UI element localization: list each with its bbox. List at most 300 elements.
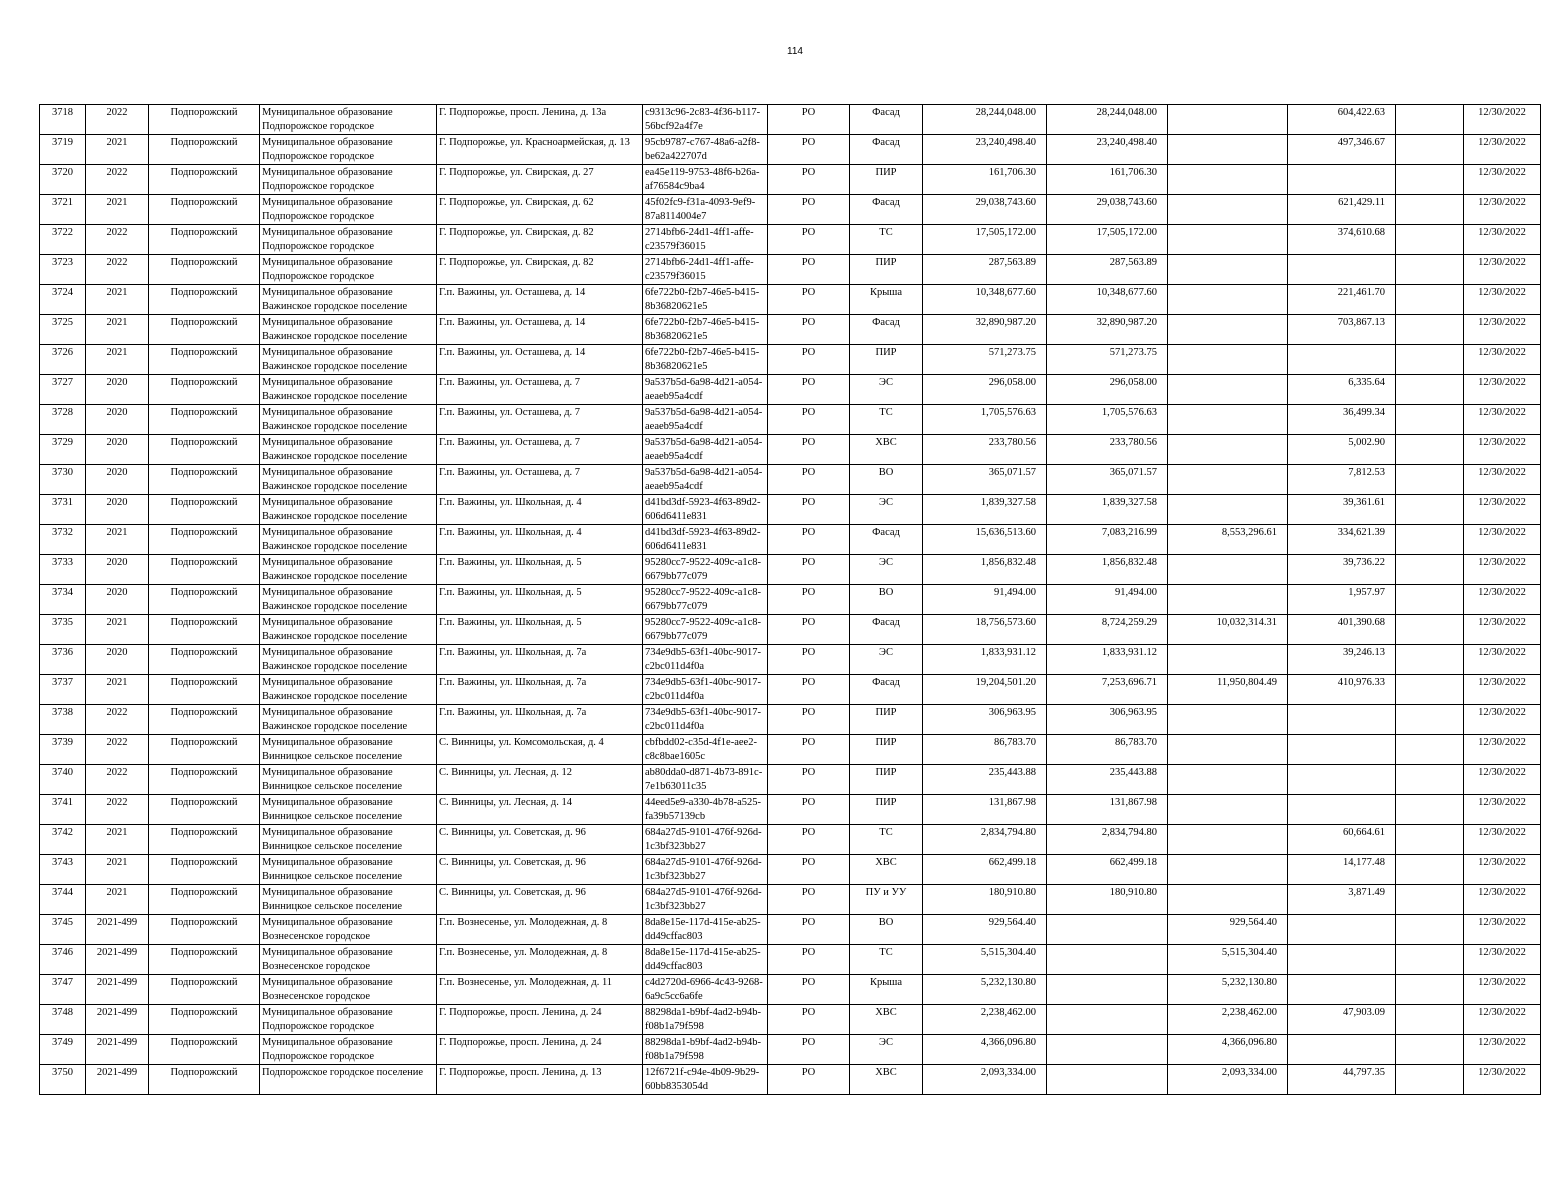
total-cost-cell: 18,756,573.60 [923, 615, 1047, 645]
house-guid-cell: 8da8e15e-117d-415e-ab25-dd49cffac803 [643, 915, 768, 945]
table-row [40, 165, 1541, 195]
other-amount-cell [1168, 375, 1288, 405]
registry-table [39, 104, 1541, 1095]
program-cell: РО [768, 195, 850, 225]
district-cell: Подпорожский [149, 735, 260, 765]
total-cost-cell: 180,910.80 [923, 885, 1047, 915]
extra-amount-cell: 703,867.13 [1288, 315, 1396, 345]
table-row [40, 1065, 1541, 1095]
completion-date-cell: 12/30/2022 [1464, 495, 1541, 525]
house-guid-cell: 95280cc7-9522-409c-a1c8-6679bb77c079 [643, 555, 768, 585]
program-cell: РО [768, 945, 850, 975]
house-guid-cell: 9a537b5d-6a98-4d21-a054-aeaeb95a4cdf [643, 375, 768, 405]
other-amount-cell [1168, 765, 1288, 795]
municipality-cell: Муниципальное образование Подпорожское городское [260, 1035, 437, 1065]
completion-date-cell: 12/30/2022 [1464, 525, 1541, 555]
row-number-cell: 3727 [40, 375, 86, 405]
blank-cell [1396, 795, 1464, 825]
work-type-cell: Фасад [850, 675, 923, 705]
extra-amount-cell: 374,610.68 [1288, 225, 1396, 255]
blank-cell [1396, 1065, 1464, 1095]
year-cell: 2022 [86, 105, 149, 135]
municipality-cell: Муниципальное образование Важинское городское поселение [260, 405, 437, 435]
other-amount-cell [1168, 195, 1288, 225]
fund-amount-cell: 17,505,172.00 [1047, 225, 1168, 255]
row-number-cell: 3735 [40, 615, 86, 645]
total-cost-cell: 28,244,048.00 [923, 105, 1047, 135]
work-type-cell: ТС [850, 825, 923, 855]
table-row [40, 345, 1541, 375]
house-guid-cell: 734e9db5-63f1-40bc-9017-c2bc011d4f0a [643, 705, 768, 735]
row-number-cell: 3742 [40, 825, 86, 855]
completion-date-cell: 12/30/2022 [1464, 375, 1541, 405]
work-type-cell: ХВС [850, 1005, 923, 1035]
completion-date-cell: 12/30/2022 [1464, 435, 1541, 465]
completion-date-cell: 12/30/2022 [1464, 1005, 1541, 1035]
address-cell: Г. Подпорожье, просп. Ленина, д. 24 [437, 1005, 643, 1035]
program-cell: РО [768, 1035, 850, 1065]
program-cell: РО [768, 135, 850, 165]
address-cell: Г. Подпорожье, ул. Свирская, д. 82 [437, 255, 643, 285]
table-row [40, 1005, 1541, 1035]
address-cell: Г.п. Вознесенье, ул. Молодежная, д. 8 [437, 945, 643, 975]
completion-date-cell: 12/30/2022 [1464, 555, 1541, 585]
house-guid-cell: 9a537b5d-6a98-4d21-a054-aeaeb95a4cdf [643, 465, 768, 495]
blank-cell [1396, 1005, 1464, 1035]
other-amount-cell [1168, 495, 1288, 525]
work-type-cell: Фасад [850, 195, 923, 225]
house-guid-cell: 684a27d5-9101-476f-926d-1c3bf323bb27 [643, 855, 768, 885]
extra-amount-cell: 39,246.13 [1288, 645, 1396, 675]
fund-amount-cell: 1,705,576.63 [1047, 405, 1168, 435]
blank-cell [1396, 1035, 1464, 1065]
municipality-cell: Муниципальное образование Важинское городское поселение [260, 285, 437, 315]
extra-amount-cell: 6,335.64 [1288, 375, 1396, 405]
address-cell: Г. Подпорожье, ул. Свирская, д. 62 [437, 195, 643, 225]
work-type-cell: ПУ и УУ [850, 885, 923, 915]
address-cell: Г.п. Важины, ул. Школьная, д. 5 [437, 555, 643, 585]
other-amount-cell [1168, 645, 1288, 675]
house-guid-cell: 684a27d5-9101-476f-926d-1c3bf323bb27 [643, 825, 768, 855]
row-number-cell: 3746 [40, 945, 86, 975]
district-cell: Подпорожский [149, 645, 260, 675]
work-type-cell: ПИР [850, 165, 923, 195]
year-cell: 2021-499 [86, 1005, 149, 1035]
program-cell: РО [768, 1005, 850, 1035]
other-amount-cell: 929,564.40 [1168, 915, 1288, 945]
district-cell: Подпорожский [149, 1065, 260, 1095]
house-guid-cell: 45f02fc9-f31a-4093-9ef9-87a8114004e7 [643, 195, 768, 225]
work-type-cell: ПИР [850, 255, 923, 285]
blank-cell [1396, 165, 1464, 195]
blank-cell [1396, 105, 1464, 135]
address-cell: Г. Подпорожье, ул. Свирская, д. 27 [437, 165, 643, 195]
house-guid-cell: d41bd3df-5923-4f63-89d2-606d6411e831 [643, 525, 768, 555]
year-cell: 2022 [86, 225, 149, 255]
program-cell: РО [768, 765, 850, 795]
fund-amount-cell: 7,253,696.71 [1047, 675, 1168, 705]
extra-amount-cell: 36,499.34 [1288, 405, 1396, 435]
house-guid-cell: 2714bfb6-24d1-4ff1-affe-c23579f36015 [643, 255, 768, 285]
total-cost-cell: 4,366,096.80 [923, 1035, 1047, 1065]
work-type-cell: ЭС [850, 1035, 923, 1065]
other-amount-cell [1168, 105, 1288, 135]
total-cost-cell: 1,856,832.48 [923, 555, 1047, 585]
work-type-cell: ТС [850, 225, 923, 255]
blank-cell [1396, 435, 1464, 465]
work-type-cell: Фасад [850, 135, 923, 165]
address-cell: Г.п. Важины, ул. Школьная, д. 4 [437, 495, 643, 525]
registry-body [40, 105, 1541, 1095]
program-cell: РО [768, 375, 850, 405]
blank-cell [1396, 135, 1464, 165]
total-cost-cell: 233,780.56 [923, 435, 1047, 465]
house-guid-cell: 734e9db5-63f1-40bc-9017-c2bc011d4f0a [643, 645, 768, 675]
work-type-cell: Крыша [850, 285, 923, 315]
blank-cell [1396, 345, 1464, 375]
blank-cell [1396, 735, 1464, 765]
total-cost-cell: 161,706.30 [923, 165, 1047, 195]
district-cell: Подпорожский [149, 135, 260, 165]
extra-amount-cell: 410,976.33 [1288, 675, 1396, 705]
municipality-cell: Муниципальное образование Винницкое сельское поселение [260, 795, 437, 825]
table-row [40, 495, 1541, 525]
completion-date-cell: 12/30/2022 [1464, 1065, 1541, 1095]
table-row [40, 975, 1541, 1005]
table-row [40, 885, 1541, 915]
completion-date-cell: 12/30/2022 [1464, 915, 1541, 945]
other-amount-cell [1168, 585, 1288, 615]
completion-date-cell: 12/30/2022 [1464, 225, 1541, 255]
municipality-cell: Муниципальное образование Подпорожское городское [260, 135, 437, 165]
program-cell: РО [768, 405, 850, 435]
completion-date-cell: 12/30/2022 [1464, 765, 1541, 795]
program-cell: РО [768, 705, 850, 735]
table-row [40, 105, 1541, 135]
fund-amount-cell: 2,834,794.80 [1047, 825, 1168, 855]
year-cell: 2021 [86, 825, 149, 855]
other-amount-cell: 8,553,296.61 [1168, 525, 1288, 555]
program-cell: РО [768, 285, 850, 315]
program-cell: РО [768, 345, 850, 375]
row-number-cell: 3749 [40, 1035, 86, 1065]
blank-cell [1396, 615, 1464, 645]
fund-amount-cell [1047, 1005, 1168, 1035]
fund-amount-cell: 28,244,048.00 [1047, 105, 1168, 135]
other-amount-cell: 2,238,462.00 [1168, 1005, 1288, 1035]
table-row [40, 1035, 1541, 1065]
completion-date-cell: 12/30/2022 [1464, 105, 1541, 135]
address-cell: С. Винницы, ул. Советская, д. 96 [437, 855, 643, 885]
municipality-cell: Муниципальное образование Важинское городское поселение [260, 375, 437, 405]
other-amount-cell: 4,366,096.80 [1168, 1035, 1288, 1065]
other-amount-cell [1168, 225, 1288, 255]
total-cost-cell: 2,238,462.00 [923, 1005, 1047, 1035]
address-cell: Г.п. Важины, ул. Осташева, д. 7 [437, 435, 643, 465]
district-cell: Подпорожский [149, 885, 260, 915]
municipality-cell: Подпорожское городское поселение [260, 1065, 437, 1095]
house-guid-cell: 6fe722b0-f2b7-46e5-b415-8b36820621e5 [643, 285, 768, 315]
row-number-cell: 3747 [40, 975, 86, 1005]
district-cell: Подпорожский [149, 705, 260, 735]
house-guid-cell: 44eed5e9-a330-4b78-a525-fa39b57139cb [643, 795, 768, 825]
work-type-cell: ПИР [850, 705, 923, 735]
district-cell: Подпорожский [149, 585, 260, 615]
table-row [40, 135, 1541, 165]
other-amount-cell: 11,950,804.49 [1168, 675, 1288, 705]
program-cell: РО [768, 855, 850, 885]
table-row [40, 315, 1541, 345]
other-amount-cell [1168, 555, 1288, 585]
fund-amount-cell: 233,780.56 [1047, 435, 1168, 465]
blank-cell [1396, 195, 1464, 225]
table-row [40, 405, 1541, 435]
program-cell: РО [768, 975, 850, 1005]
other-amount-cell: 10,032,314.31 [1168, 615, 1288, 645]
other-amount-cell [1168, 405, 1288, 435]
blank-cell [1396, 855, 1464, 885]
address-cell: Г.п. Важины, ул. Осташева, д. 7 [437, 405, 643, 435]
municipality-cell: Муниципальное образование Вознесенское городское [260, 945, 437, 975]
municipality-cell: Муниципальное образование Винницкое сельское поселение [260, 885, 437, 915]
work-type-cell: ЭС [850, 555, 923, 585]
other-amount-cell [1168, 345, 1288, 375]
address-cell: Г.п. Важины, ул. Школьная, д. 7а [437, 705, 643, 735]
year-cell: 2022 [86, 165, 149, 195]
other-amount-cell [1168, 135, 1288, 165]
year-cell: 2021 [86, 525, 149, 555]
blank-cell [1396, 255, 1464, 285]
blank-cell [1396, 765, 1464, 795]
house-guid-cell: c9313c96-2c83-4f36-b117-56bcf92a4f7e [643, 105, 768, 135]
district-cell: Подпорожский [149, 405, 260, 435]
house-guid-cell: 2714bfb6-24d1-4ff1-affe-c23579f36015 [643, 225, 768, 255]
completion-date-cell: 12/30/2022 [1464, 795, 1541, 825]
other-amount-cell [1168, 705, 1288, 735]
house-guid-cell: 6fe722b0-f2b7-46e5-b415-8b36820621e5 [643, 315, 768, 345]
extra-amount-cell: 1,957.97 [1288, 585, 1396, 615]
extra-amount-cell [1288, 1035, 1396, 1065]
row-number-cell: 3745 [40, 915, 86, 945]
other-amount-cell [1168, 435, 1288, 465]
year-cell: 2020 [86, 585, 149, 615]
house-guid-cell: 88298da1-b9bf-4ad2-b94b-f08b1a79f598 [643, 1005, 768, 1035]
extra-amount-cell: 39,361.61 [1288, 495, 1396, 525]
address-cell: Г.п. Важины, ул. Школьная, д. 5 [437, 585, 643, 615]
program-cell: РО [768, 435, 850, 465]
year-cell: 2021-499 [86, 975, 149, 1005]
row-number-cell: 3724 [40, 285, 86, 315]
house-guid-cell: 9a537b5d-6a98-4d21-a054-aeaeb95a4cdf [643, 435, 768, 465]
program-cell: РО [768, 735, 850, 765]
total-cost-cell: 235,443.88 [923, 765, 1047, 795]
table-row [40, 705, 1541, 735]
fund-amount-cell: 8,724,259.29 [1047, 615, 1168, 645]
year-cell: 2020 [86, 405, 149, 435]
program-cell: РО [768, 915, 850, 945]
municipality-cell: Муниципальное образование Винницкое сельское поселение [260, 855, 437, 885]
blank-cell [1396, 945, 1464, 975]
blank-cell [1396, 405, 1464, 435]
year-cell: 2022 [86, 735, 149, 765]
row-number-cell: 3748 [40, 1005, 86, 1035]
year-cell: 2021 [86, 315, 149, 345]
completion-date-cell: 12/30/2022 [1464, 615, 1541, 645]
row-number-cell: 3722 [40, 225, 86, 255]
district-cell: Подпорожский [149, 375, 260, 405]
house-guid-cell: 12f6721f-c94e-4b09-9b29-60bb8353054d [643, 1065, 768, 1095]
total-cost-cell: 15,636,513.60 [923, 525, 1047, 555]
total-cost-cell: 23,240,498.40 [923, 135, 1047, 165]
row-number-cell: 3743 [40, 855, 86, 885]
house-guid-cell: 6fe722b0-f2b7-46e5-b415-8b36820621e5 [643, 345, 768, 375]
fund-amount-cell: 10,348,677.60 [1047, 285, 1168, 315]
fund-amount-cell: 306,963.95 [1047, 705, 1168, 735]
completion-date-cell: 12/30/2022 [1464, 885, 1541, 915]
district-cell: Подпорожский [149, 675, 260, 705]
municipality-cell: Муниципальное образование Подпорожское городское [260, 255, 437, 285]
work-type-cell: ХВС [850, 1065, 923, 1095]
year-cell: 2021 [86, 345, 149, 375]
row-number-cell: 3732 [40, 525, 86, 555]
extra-amount-cell: 3,871.49 [1288, 885, 1396, 915]
year-cell: 2021 [86, 675, 149, 705]
completion-date-cell: 12/30/2022 [1464, 1035, 1541, 1065]
total-cost-cell: 5,515,304.40 [923, 945, 1047, 975]
year-cell: 2022 [86, 765, 149, 795]
program-cell: РО [768, 585, 850, 615]
fund-amount-cell [1047, 945, 1168, 975]
year-cell: 2021 [86, 855, 149, 885]
program-cell: РО [768, 1065, 850, 1095]
total-cost-cell: 1,839,327.58 [923, 495, 1047, 525]
work-type-cell: ЭС [850, 645, 923, 675]
program-cell: РО [768, 885, 850, 915]
address-cell: С. Винницы, ул. Комсомольская, д. 4 [437, 735, 643, 765]
total-cost-cell: 10,348,677.60 [923, 285, 1047, 315]
district-cell: Подпорожский [149, 495, 260, 525]
address-cell: Г. Подпорожье, просп. Ленина, д. 13а [437, 105, 643, 135]
year-cell: 2020 [86, 465, 149, 495]
fund-amount-cell: 1,833,931.12 [1047, 645, 1168, 675]
address-cell: Г.п. Вознесенье, ул. Молодежная, д. 11 [437, 975, 643, 1005]
extra-amount-cell [1288, 705, 1396, 735]
other-amount-cell: 5,515,304.40 [1168, 945, 1288, 975]
completion-date-cell: 12/30/2022 [1464, 165, 1541, 195]
fund-amount-cell: 91,494.00 [1047, 585, 1168, 615]
table-row [40, 765, 1541, 795]
municipality-cell: Муниципальное образование Подпорожское городское [260, 1005, 437, 1035]
house-guid-cell: 8da8e15e-117d-415e-ab25-dd49cffac803 [643, 945, 768, 975]
other-amount-cell [1168, 165, 1288, 195]
fund-amount-cell [1047, 1065, 1168, 1095]
work-type-cell: ЭС [850, 375, 923, 405]
table-row [40, 255, 1541, 285]
blank-cell [1396, 465, 1464, 495]
table-row [40, 795, 1541, 825]
district-cell: Подпорожский [149, 555, 260, 585]
table-row [40, 375, 1541, 405]
year-cell: 2021 [86, 615, 149, 645]
row-number-cell: 3720 [40, 165, 86, 195]
extra-amount-cell [1288, 255, 1396, 285]
work-type-cell: Фасад [850, 615, 923, 645]
year-cell: 2022 [86, 705, 149, 735]
year-cell: 2020 [86, 555, 149, 585]
district-cell: Подпорожский [149, 465, 260, 495]
extra-amount-cell [1288, 795, 1396, 825]
fund-amount-cell: 32,890,987.20 [1047, 315, 1168, 345]
total-cost-cell: 86,783.70 [923, 735, 1047, 765]
district-cell: Подпорожский [149, 285, 260, 315]
blank-cell [1396, 525, 1464, 555]
house-guid-cell: d41bd3df-5923-4f63-89d2-606d6411e831 [643, 495, 768, 525]
other-amount-cell [1168, 795, 1288, 825]
row-number-cell: 3729 [40, 435, 86, 465]
municipality-cell: Муниципальное образование Важинское городское поселение [260, 585, 437, 615]
extra-amount-cell: 5,002.90 [1288, 435, 1396, 465]
address-cell: Г.п. Важины, ул. Школьная, д. 5 [437, 615, 643, 645]
district-cell: Подпорожский [149, 945, 260, 975]
row-number-cell: 3739 [40, 735, 86, 765]
program-cell: РО [768, 675, 850, 705]
table-row [40, 465, 1541, 495]
completion-date-cell: 12/30/2022 [1464, 135, 1541, 165]
other-amount-cell: 2,093,334.00 [1168, 1065, 1288, 1095]
table-row [40, 285, 1541, 315]
table-row [40, 675, 1541, 705]
house-guid-cell: ab80dda0-d871-4b73-891c-7e1b63011c35 [643, 765, 768, 795]
completion-date-cell: 12/30/2022 [1464, 285, 1541, 315]
address-cell: С. Винницы, ул. Лесная, д. 14 [437, 795, 643, 825]
year-cell: 2022 [86, 255, 149, 285]
completion-date-cell: 12/30/2022 [1464, 195, 1541, 225]
blank-cell [1396, 645, 1464, 675]
municipality-cell: Муниципальное образование Подпорожское городское [260, 105, 437, 135]
municipality-cell: Муниципальное образование Важинское городское поселение [260, 555, 437, 585]
extra-amount-cell: 7,812.53 [1288, 465, 1396, 495]
house-guid-cell: 95280cc7-9522-409c-a1c8-6679bb77c079 [643, 585, 768, 615]
fund-amount-cell: 23,240,498.40 [1047, 135, 1168, 165]
district-cell: Подпорожский [149, 165, 260, 195]
district-cell: Подпорожский [149, 915, 260, 945]
row-number-cell: 3736 [40, 645, 86, 675]
address-cell: Г.п. Важины, ул. Осташева, д. 14 [437, 285, 643, 315]
table-row [40, 195, 1541, 225]
municipality-cell: Муниципальное образование Винницкое сельское поселение [260, 765, 437, 795]
extra-amount-cell [1288, 975, 1396, 1005]
year-cell: 2021-499 [86, 1065, 149, 1095]
table-row [40, 585, 1541, 615]
blank-cell [1396, 915, 1464, 945]
extra-amount-cell: 621,429.11 [1288, 195, 1396, 225]
program-cell: РО [768, 555, 850, 585]
fund-amount-cell [1047, 975, 1168, 1005]
row-number-cell: 3750 [40, 1065, 86, 1095]
extra-amount-cell: 497,346.67 [1288, 135, 1396, 165]
fund-amount-cell: 1,839,327.58 [1047, 495, 1168, 525]
district-cell: Подпорожский [149, 795, 260, 825]
fund-amount-cell: 7,083,216.99 [1047, 525, 1168, 555]
program-cell: РО [768, 525, 850, 555]
work-type-cell: Фасад [850, 525, 923, 555]
blank-cell [1396, 225, 1464, 255]
year-cell: 2020 [86, 375, 149, 405]
other-amount-cell [1168, 855, 1288, 885]
completion-date-cell: 12/30/2022 [1464, 735, 1541, 765]
total-cost-cell: 306,963.95 [923, 705, 1047, 735]
completion-date-cell: 12/30/2022 [1464, 255, 1541, 285]
